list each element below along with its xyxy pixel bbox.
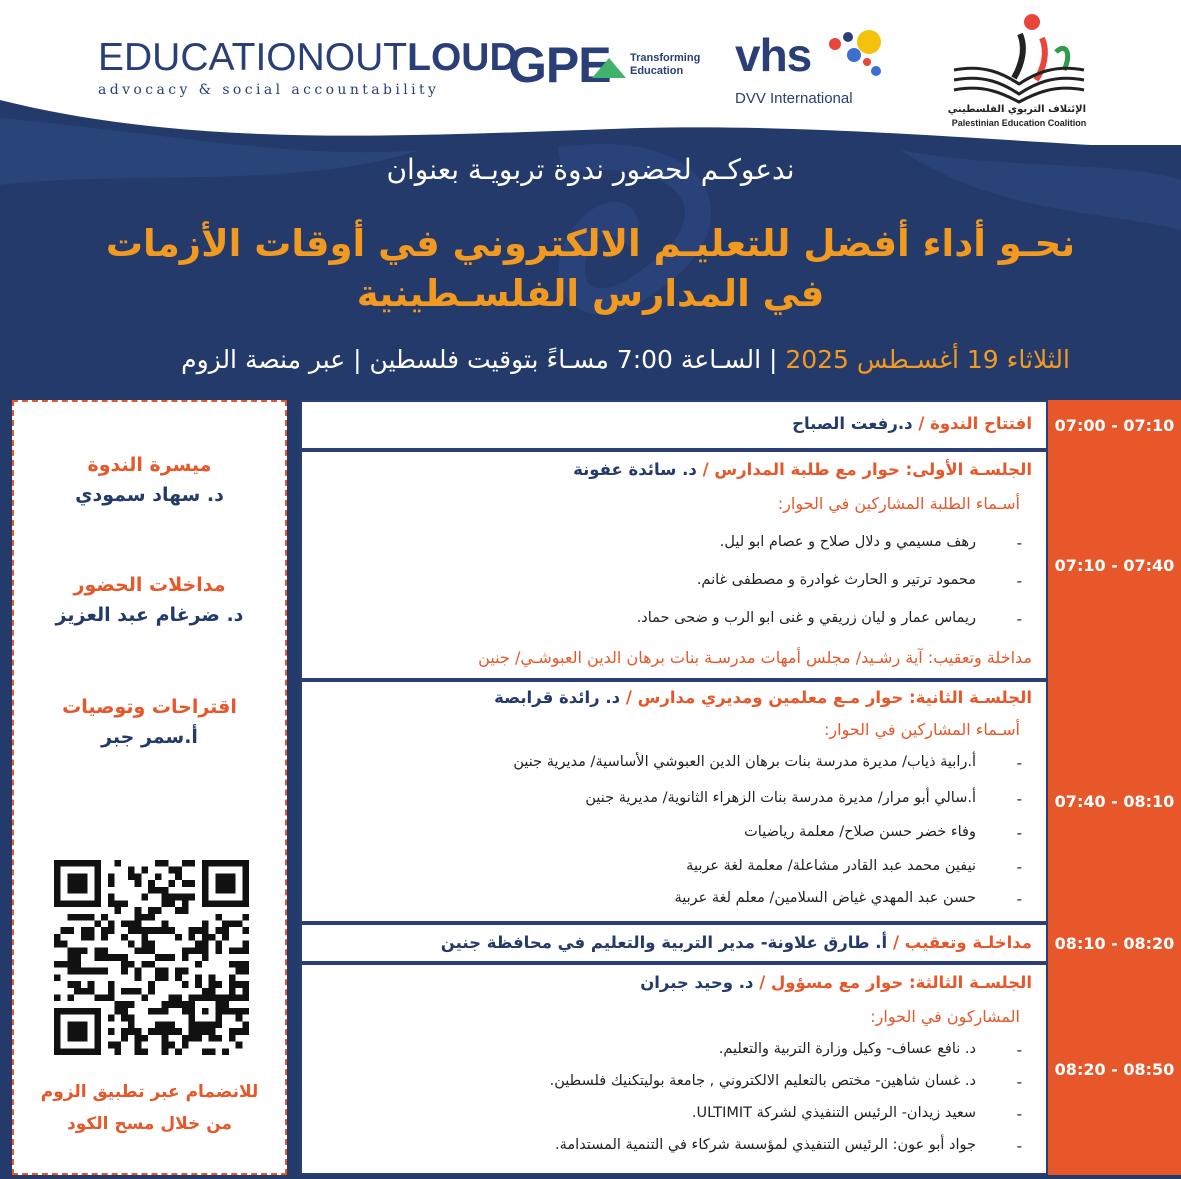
vhs-wordmark: vhs xyxy=(735,29,812,81)
interventions-name: د. ضرغام عبد العزيز xyxy=(55,604,244,626)
gpe-tag-line1: Transforming xyxy=(630,52,701,64)
vhs-dot-icon xyxy=(843,32,853,42)
vhs-dot-icon xyxy=(847,48,861,62)
moderator-block xyxy=(14,454,285,506)
opening-heading: افتتاح الندوة / د.رفعت الصباح xyxy=(792,414,1032,433)
session1-title: الجلسـة الأولى: حوار مع طلبة المدارس xyxy=(714,460,1032,479)
bullet-dash: - xyxy=(1016,790,1022,808)
vhs-tagline: DVV International xyxy=(735,90,853,107)
list-item: وفاء خضر حسن صلاح/ معلمة رياضيات xyxy=(744,824,976,840)
event-date: الثلاثاء 19 أغسـطس 2025 xyxy=(785,345,1070,374)
agenda-table xyxy=(300,400,1181,1175)
list-item: سعيد زيدان- الرئيس التنفيذي لشركة ULTIMIT. xyxy=(691,1105,976,1121)
bullet-dash: - xyxy=(1016,1041,1022,1059)
event-time-platform: | السـاعة 7:00 مسـاءً بتوقيت فلسطين | عبر منصة الزوم xyxy=(181,345,786,374)
list-item: محمود ترتير و الحارث غوادرة و مصطفى غانم. xyxy=(696,572,976,588)
list-item: د. نافع عساف- وكيل وزارة التربية والتعليم. xyxy=(718,1041,976,1057)
intervention-speaker: أ. طارق علاونة- مدير التربية والتعليم في محافظة جنين xyxy=(440,933,888,952)
time-slot-intervention: 08:10 - 08:20 xyxy=(1048,923,1181,963)
education-out-loud-logo xyxy=(98,36,518,98)
list-item: أ.رابية ذياب/ مديرة مدرسة بنات برهان الدين العبوشي الأساسية/ مديرية جنين xyxy=(513,754,976,770)
session1-participants-label: أسـماء الطلبة المشاركين في الحوار: xyxy=(777,494,1020,513)
vhs-dot-icon xyxy=(857,30,881,54)
vhs-dot-icon xyxy=(871,66,881,76)
gpe-wordmark: GPE xyxy=(508,37,611,93)
list-item: أ.سالي أبو مرار/ مديرة مدرسة بنات الزهراء الثانوية/ مديرية جنين xyxy=(585,790,976,806)
coalition-name-english: Palestinian Education Coalition xyxy=(951,118,1087,128)
coalition-name-arabic: الإئتلاف التربوي الفلسطيني xyxy=(947,104,1086,115)
vhs-dvv-logo xyxy=(735,28,895,112)
agenda-row-session3 xyxy=(300,963,1048,1175)
invitation-text: ندعوكـم لحضور ندوة تربويـة بعنوان xyxy=(386,153,795,186)
join-instruction-line2: من خلال مسح الكود xyxy=(66,1114,233,1134)
intervention-heading: مداخلـة وتعقيب / أ. طارق علاونة- مدير التربية والتعليم في محافظة جنين xyxy=(440,933,1032,952)
bullet-dash: - xyxy=(1016,754,1022,772)
session1-speaker: د. سائدة عفونة xyxy=(573,460,697,479)
opening-speaker: د.رفعت الصباح xyxy=(792,414,913,433)
bullet-dash: - xyxy=(1016,1137,1022,1155)
session3-participants-label: المشاركون في الحوار: xyxy=(870,1007,1020,1026)
join-instruction-line1: للانضمام عبر تطبيق الزوم xyxy=(40,1082,259,1102)
eol-wordmark xyxy=(98,36,518,80)
vhs-dot-icon xyxy=(829,38,841,50)
eol-part-out: OUT xyxy=(324,36,408,79)
bullet-dash: - xyxy=(1016,890,1022,908)
bullet-dash: - xyxy=(1016,1105,1022,1123)
session2-speaker: د. رائدة قرابصة xyxy=(494,688,621,707)
list-item: نيفين محمد عبد القادر مشاعلة/ معلمة لغة عربية xyxy=(686,858,976,874)
suggestions-block xyxy=(14,696,285,748)
suggestions-title: اقتراحات وتوصيات xyxy=(62,696,237,718)
zoom-qr-code[interactable] xyxy=(54,860,249,1055)
eol-part-education: EDUCATION xyxy=(98,36,325,79)
time-slot-opening: 07:00 - 07:10 xyxy=(1048,400,1181,450)
moderator-title: ميسرة الندوة xyxy=(87,454,212,476)
opening-title: افتتاح الندوة xyxy=(930,414,1032,433)
agenda-row-intervention xyxy=(300,923,1048,963)
suggestions-name: أ.سمر جبر xyxy=(101,726,198,748)
list-item: د. غسان شاهين- مختص بالتعليم الالكتروني , جامعة بوليتكنيك فلسطين. xyxy=(549,1073,976,1089)
gpe-tag-line2: Education xyxy=(630,65,684,77)
bullet-dash: - xyxy=(1016,534,1022,552)
list-item: رهف مسيمي و دلال صلاح و عصام ابو ليل. xyxy=(719,534,976,550)
bullet-dash: - xyxy=(1016,610,1022,628)
session2-heading: الجلسـة الثانية: حوار مـع معلمين ومديري مدارس / د. رائدة قرابصة xyxy=(494,688,1032,707)
gpe-arrow-icon xyxy=(592,58,626,78)
partner-logos xyxy=(0,0,1181,140)
vhs-dot-icon xyxy=(863,58,871,66)
time-slot-session3: 08:20 - 08:50 xyxy=(1048,963,1181,1175)
agenda-row-session1 xyxy=(300,450,1048,680)
session1-note: مداخلة وتعقيب: آية رشـيد/ مجلس أمهات مدرسـة بنات برهان الدين العبوشـي/ جنين xyxy=(478,648,1032,667)
list-item: جواد أبو عون: الرئيس التنفيذي لمؤسسة شركاء في التنمية المستدامة. xyxy=(555,1137,976,1153)
eol-tagline: advocacy & social accountability xyxy=(98,82,440,98)
agenda-row-session2 xyxy=(300,680,1048,923)
bullet-dash: - xyxy=(1016,824,1022,842)
bullet-dash: - xyxy=(1016,858,1022,876)
session3-heading: الجلسـة الثالثة: حوار مع مسؤول / د. وحيد جبران xyxy=(640,973,1032,992)
session1-heading: الجلسـة الأولى: حوار مع طلبة المدارس / د. سائدة عفونة xyxy=(573,460,1032,479)
palestinian-education-coalition-logo xyxy=(944,8,1094,136)
date-time-line xyxy=(100,345,1070,374)
intervention-title: مداخلـة وتعقيب xyxy=(904,933,1032,952)
session3-title: الجلسـة الثالثة: حوار مع مسؤول xyxy=(770,973,1032,992)
list-item: حسن عبد المهدي غياض السلامين/ معلم لغة عربية xyxy=(674,890,976,906)
seminar-title-line1: نحـو أداء أفضل للتعليـم الالكتروني في أوقات الأزمات xyxy=(105,222,1076,265)
bullet-dash: - xyxy=(1016,572,1022,590)
roles-sidebar xyxy=(12,400,287,1175)
session3-speaker: د. وحيد جبران xyxy=(640,973,754,992)
gpe-tagline xyxy=(630,52,700,78)
session2-title: الجلسـة الثانية: حوار مـع معلمين ومديري مدارس xyxy=(637,688,1032,707)
time-slot-session1: 07:10 - 07:40 xyxy=(1048,450,1181,680)
gpe-logo xyxy=(508,36,708,96)
eol-part-loud: LOUD xyxy=(407,36,518,79)
interventions-title: مداخلات الحضور xyxy=(73,574,226,596)
agenda-row-opening xyxy=(300,400,1048,450)
session2-participants-label: أسـماء المشاركين في الحوار: xyxy=(824,720,1020,739)
bullet-dash: - xyxy=(1016,1073,1022,1091)
time-slot-session2: 07:40 - 08:10 xyxy=(1048,680,1181,923)
seminar-title-line2: في المدارس الفلسـطينية xyxy=(356,272,825,315)
list-item: ريماس عمار و ليان زريقي و غنى ابو الرب و ضحى حماد. xyxy=(636,610,976,626)
interventions-block xyxy=(14,574,285,626)
moderator-name: د. سهاد سمودي xyxy=(75,484,224,506)
coalition-emblem-icon xyxy=(944,8,1094,104)
